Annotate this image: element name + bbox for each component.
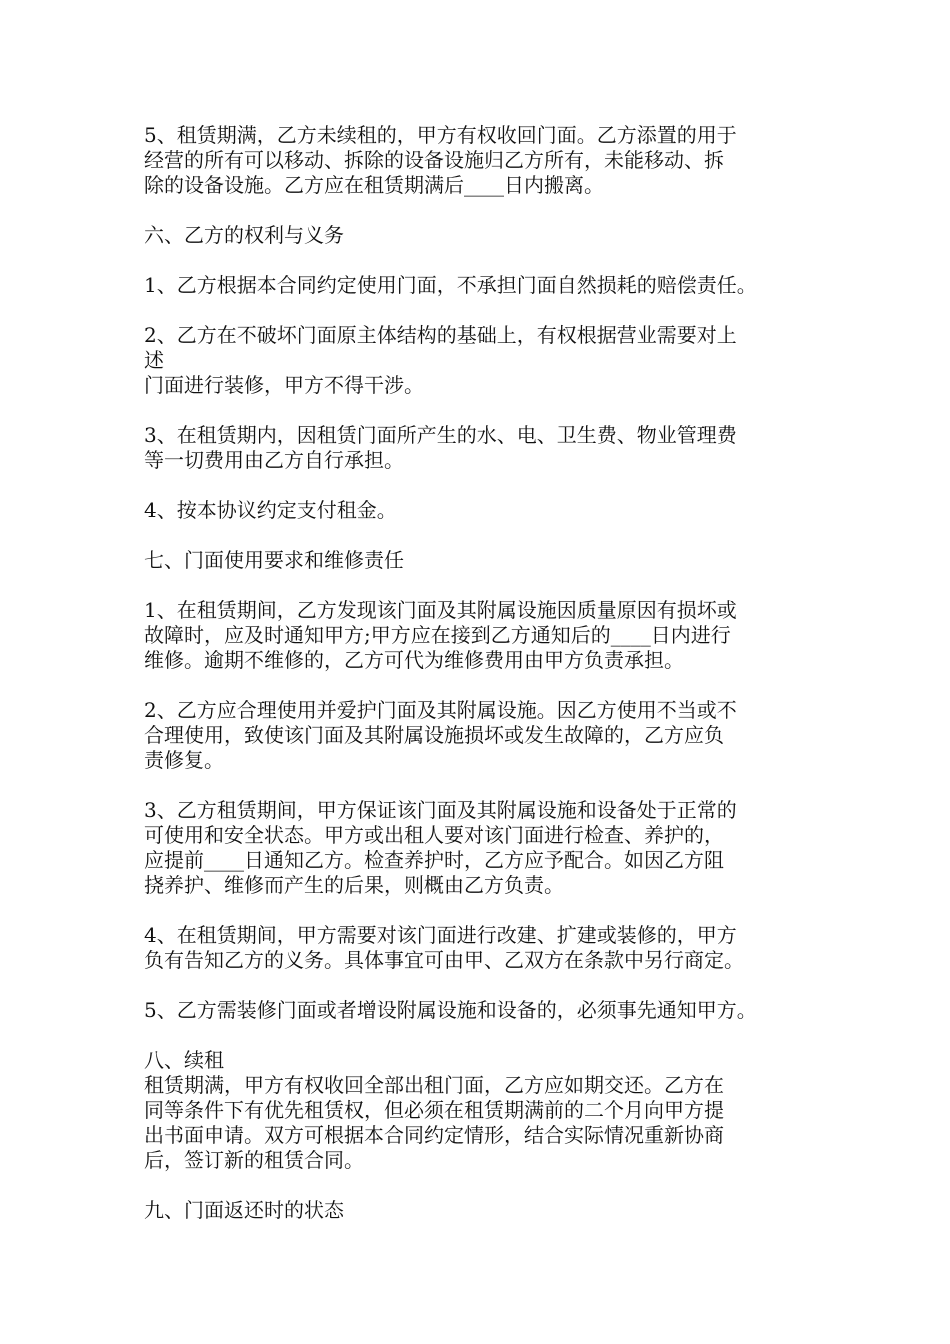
clause-7-5: 5、乙方需装修门面或者增设附属设施和设备的，必须事先通知甲方。 (144, 998, 757, 1022)
clause-6-2: 2、乙方在不破坏门面原主体结构的基础上，有权根据营业需要对上 述 门面进行装修，甲方不得干涉。 (144, 323, 737, 397)
clause-7-3: 3、乙方租赁期间，甲方保证该门面及其附属设施和设备处于正常的 可使用和安全状态。甲方或出租人要对该门面进行检查、养护的， 应提前____日通知乙方。检查养护时，乙方应予配合。如因乙方阻 挠养护、维修而产生的后果，则概由乙方负责。 (144, 798, 737, 897)
clause-7-1: 1、在租赁期间，乙方发现该门面及其附属设施因质量原因有损坏或 故障时，应及时通知甲方;甲方应在接到乙方通知后的____日内进行 维修。逾期不维修的，乙方可代为维修费用由甲方负责承担。 (144, 598, 737, 672)
clause-7-2: 2、乙方应合理使用并爱护门面及其附属设施。因乙方使用不当或不 合理使用，致使该门面及其附属设施损坏或发生故障的，乙方应负 责修复。 (144, 698, 737, 772)
clause-7-4: 4、在租赁期间，甲方需要对该门面进行改建、扩建或装修的，甲方 负有告知乙方的义务。具体事宜可由甲、乙双方在条款中另行商定。 (144, 923, 744, 972)
clause-6-4: 4、按本协议约定支付租金。 (144, 498, 397, 522)
section-7-heading: 七、门面使用要求和维修责任 (144, 548, 404, 572)
section-6-heading: 六、乙方的权利与义务 (144, 223, 344, 247)
section-8-heading: 八、续租 (144, 1048, 224, 1072)
clause-8-body: 租赁期满，甲方有权收回全部出租门面，乙方应如期交还。乙方在 同等条件下有优先租赁权，但必须在租赁期满前的二个月向甲方提 出书面申请。双方可根据本合同约定情形，结合实际情况重新协商 后，签订新的租赁合同。 (144, 1073, 724, 1172)
document-body (144, 123, 824, 1248)
clause-6-3: 3、在租赁期内，因租赁门面所产生的水、电、卫生费、物业管理费 等一切费用由乙方自行承担。 (144, 423, 737, 472)
clause-5-lease-expiry: 5、租赁期满，乙方未续租的，甲方有权收回门面。乙方添置的用于 经营的所有可以移动、拆除的设备设施归乙方所有，未能移动、拆 除的设备设施。乙方应在租赁期满后____日内搬离。 (144, 123, 737, 197)
section-9-heading: 九、门面返还时的状态 (144, 1198, 344, 1222)
clause-6-1: 1、乙方根据本合同约定使用门面，不承担门面自然损耗的赔偿责任。 (144, 273, 757, 297)
